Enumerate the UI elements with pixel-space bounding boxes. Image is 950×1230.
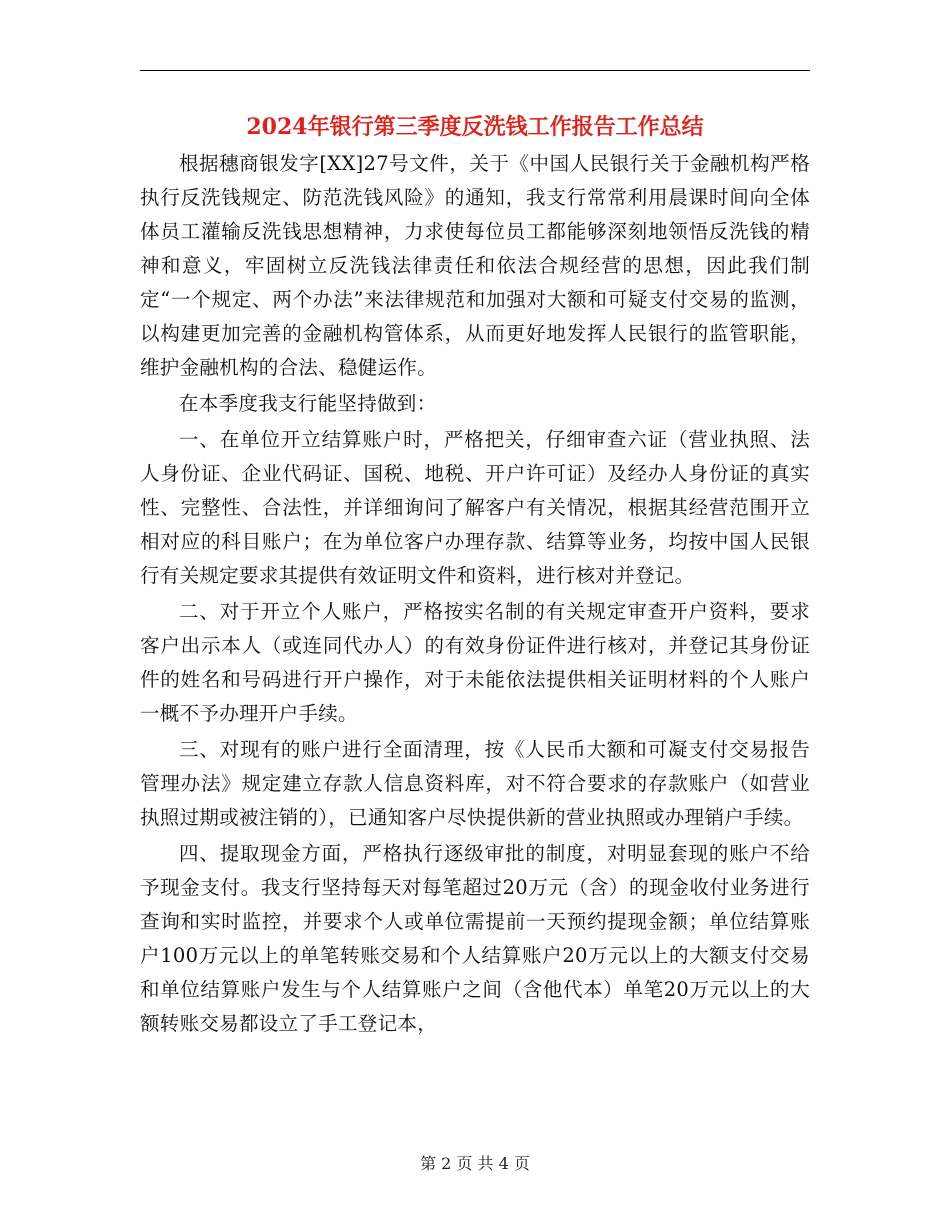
paragraph-item-1: 一、在单位开立结算账户时，严格把关，仔细审查六证（营业执照、法人身份证、企业代码证、国税、地税、开户许可证）及经办人身份证的真实性、完整性、合法性，并详细询问了解客户有关情况，根据其经营范围开立相对应的科目账户；在为单位客户办理存款、结算等业务，均按中国人民银行有关规定要求其提供有效证明文件和资料，进行核对并登记。	[140, 428, 810, 587]
paragraph-item-2: 二、对于开立个人账户，严格按实名制的有关规定审查开户资料，要求客户出示本人（或连同代办人）的有效身份证件进行核对，并登记其身份证件的姓名和号码进行开户操作，对于未能依法提供相关证明材料的个人账户一概不予办理开户手续。	[140, 600, 810, 725]
header-rule	[140, 70, 810, 71]
paragraph-item-4: 四、提取现金方面，严格执行逐级审批的制度，对明显套现的账户不给予现金支付。我支行坚持每天对每笔超过20万元（含）的现金收付业务进行查询和实时监控，并要求个人或单位需提前一天预约提现金额；单位结算账户100万元以上的单笔转账交易和个人结算账户20万元以上的大额支付交易和单位结算账户发生与个人结算账户之间（含他代本）单笔20万元以上的大额转账交易都设立了手工登记本，	[140, 842, 810, 1035]
paragraph-item-3: 三、对现有的账户进行全面清理，按《人民币大额和可凝支付交易报告管理办法》规定建立存款人信息资料库，对不符合要求的存款账户（如营业执照过期或被注销的），已通知客户尽快提供新的营业执照或办理销户手续。	[140, 738, 810, 829]
paragraph-lead-in: 在本季度我支行能坚持做到：	[179, 392, 437, 415]
paragraph-intro: 根据穗商银发字[XX]27号文件，关于《中国人民银行关于金融机构严格执行反洗钱规定、防范洗钱风险》的通知，我支行常常利用晨课时间向全体体员工灌输反洗钱思想精神，力求使每位员工都能够深刻地领悟反洗钱的精神和意义，牢固树立反洗钱法律责任和依法合规经营的思想，因此我们制定“一个规定、两个办法”来法律规范和加强对大额和可疑支付交易的监测，以构建更加完善的金融机构管体系，从而更好地发挥人民银行的监管职能，维护金融机构的合法、稳健运作。	[140, 152, 810, 379]
document-body	[140, 147, 810, 1043]
page-number-footer: 第 2 页 共 4 页	[420, 1154, 530, 1173]
document-title: 2024年银行第三季度反洗钱工作报告工作总结	[246, 114, 704, 140]
